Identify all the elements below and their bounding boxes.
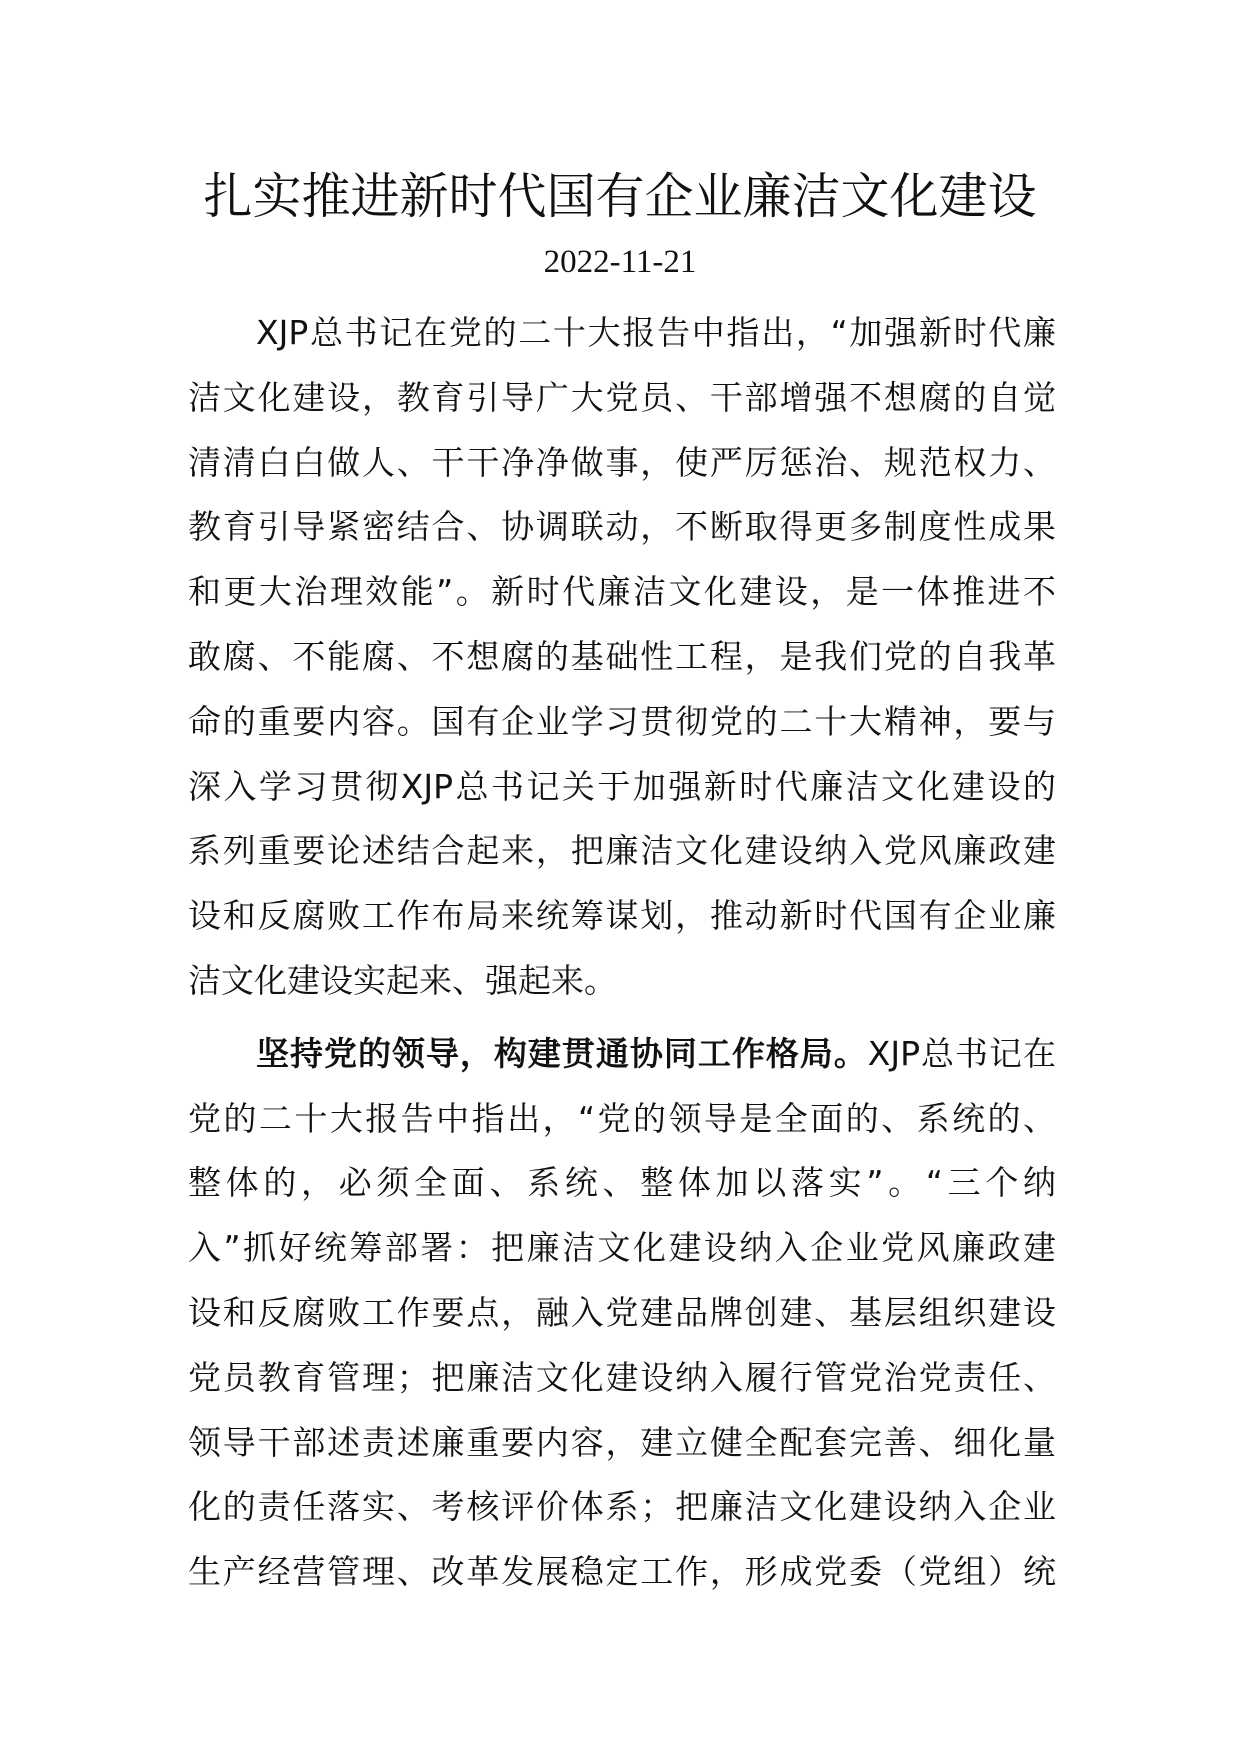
document-title: 扎实推进新时代国有企业廉洁文化建设: [203, 168, 1037, 225]
text-line: 领导干部述责述廉重要内容，建立健全配套完善、细化量: [188, 1422, 1056, 1462]
text-line: [188, 1022, 1056, 1087]
text-line: 生产经营管理、改革发展稳定工作，形成党委（党组）统: [188, 1552, 1056, 1592]
text-line: 深入学习贯彻XJP总书记关于加强新时代廉洁文化建设的: [188, 766, 1056, 806]
text-line: 洁文化建设实起来、强起来。: [188, 960, 617, 1000]
text-line: 系列重要论述结合起来，把廉洁文化建设纳入党风廉政建: [188, 831, 1056, 871]
text-line: 党员教育管理；把廉洁文化建设纳入履行管党治党责任、: [188, 1357, 1056, 1397]
text-line: 命的重要内容。国有企业学习贯彻党的二十大精神，要与: [188, 701, 1056, 741]
paragraph-lead-sentence: 坚持党的领导，构建贯通协同工作格局。: [256, 1033, 868, 1073]
text-line: 党的二十大报告中指出，“党的领导是全面的、系统的、: [188, 1098, 1056, 1138]
text-line: 和更大治理效能”。新时代廉洁文化建设，是一体推进不: [188, 572, 1056, 612]
text-line: 设和反腐败工作要点，融入党建品牌创建、基层组织建设: [188, 1292, 1056, 1332]
text-line: 清清白白做人、干干净净做事，使严厉惩治、规范权力、: [188, 442, 1056, 482]
text-line: 设和反腐败工作布局来统筹谋划，推动新时代国有企业廉: [188, 896, 1056, 936]
paragraph-2: [188, 1022, 1056, 1605]
text-line: 教育引导紧密结合、协调联动，不断取得更多制度性成果: [188, 507, 1056, 547]
text-line: 化的责任落实、考核评价体系；把廉洁文化建设纳入企业: [188, 1487, 1056, 1527]
document-body: [188, 301, 1056, 1605]
text-line: 敢腐、不能腐、不想腐的基础性工程，是我们党的自我革: [188, 636, 1056, 676]
paragraph-1: [188, 301, 1056, 1014]
text-line: 整体的，必须全面、系统、整体加以落实”。“三个纳: [188, 1163, 1056, 1203]
text-line: XJP总书记在党的二十大报告中指出，“加强新时代廉: [256, 313, 1056, 352]
publish-date: 2022-11-21: [543, 244, 697, 280]
text-line: 入”抓好统筹部署：把廉洁文化建设纳入企业党风廉政建: [188, 1228, 1056, 1268]
text-line: 洁文化建设，教育引导广大党员、干部增强不想腐的自觉: [188, 377, 1056, 417]
paragraph-lead-rest: XJP总书记在: [867, 1033, 1056, 1073]
